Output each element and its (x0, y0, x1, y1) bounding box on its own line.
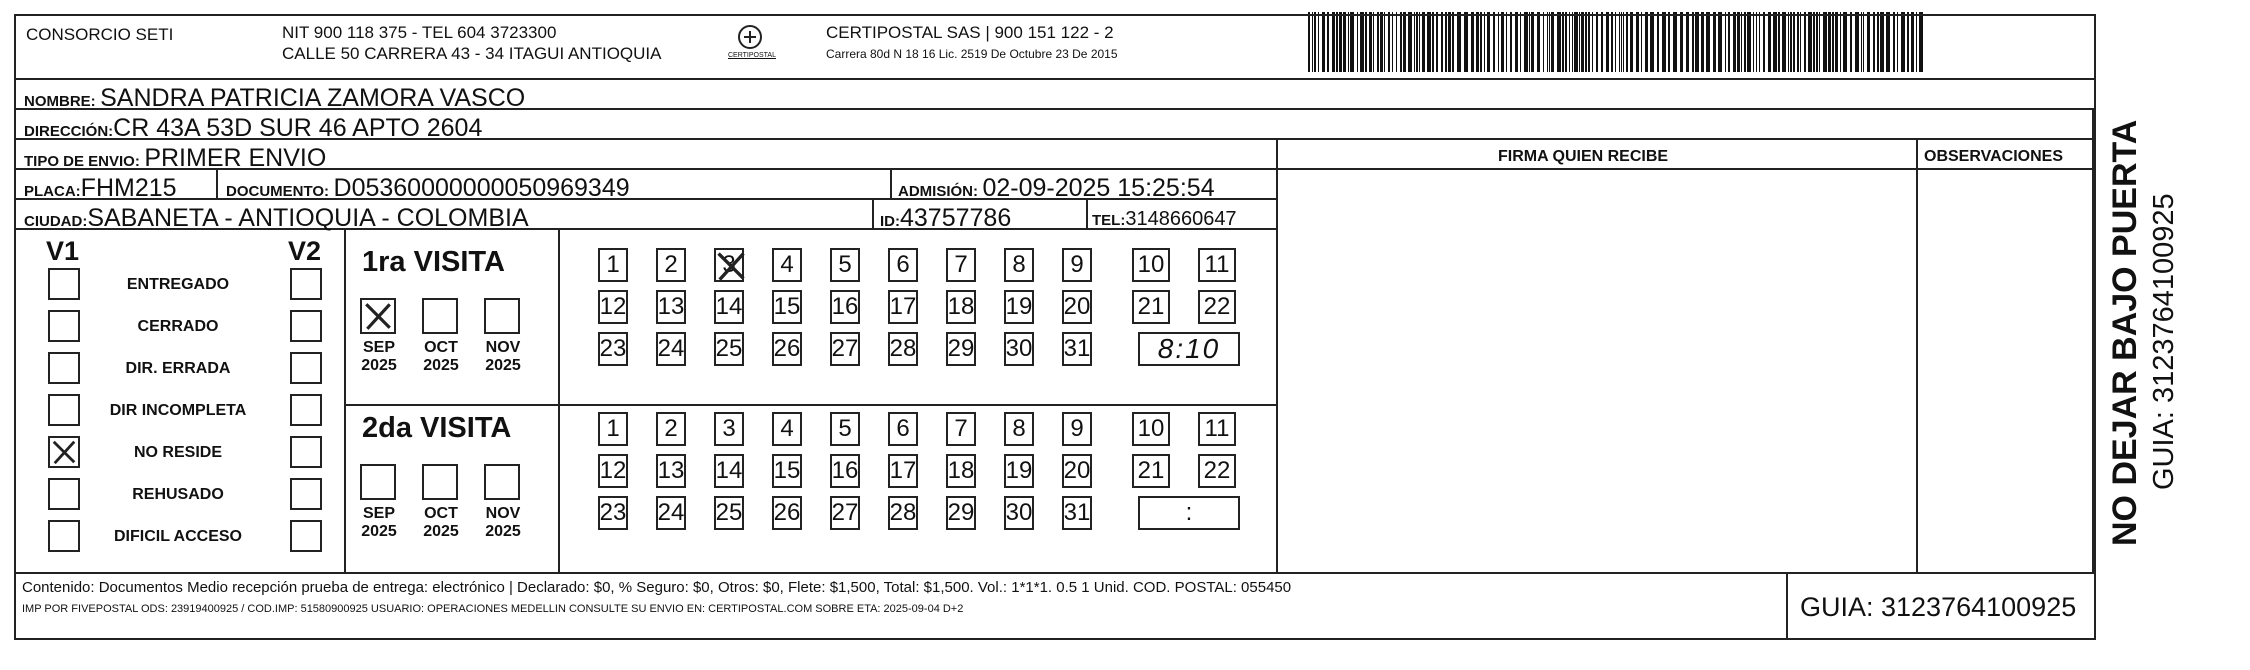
rule (558, 228, 560, 572)
day-number: 29 (947, 335, 975, 362)
rule (14, 572, 2096, 574)
visita1-day-box[interactable] (888, 290, 918, 324)
visita2-month-label: OCT (424, 505, 458, 522)
visita2-month-label: SEP (362, 505, 395, 522)
day-number: 13 (657, 457, 685, 484)
day-number: 12 (599, 457, 627, 484)
day-number: 24 (657, 335, 685, 362)
placa-value: FHM215 (80, 174, 177, 202)
visita1-day-box[interactable] (598, 290, 628, 324)
visita2-day-box[interactable] (598, 454, 628, 488)
admision-label: ADMISIÓN: (898, 183, 978, 200)
visita2-day-box[interactable] (772, 454, 802, 488)
visita1-month-checkbox[interactable] (484, 298, 520, 334)
day-number: 3 (722, 415, 736, 442)
rule (344, 404, 1278, 406)
visita2-day-box[interactable] (772, 496, 802, 530)
visita2-day-box[interactable] (1004, 496, 1034, 530)
visita2-year-label: 2025 (423, 523, 459, 540)
day-number: 12 (599, 293, 627, 320)
day-number: 8 (1012, 415, 1026, 442)
visita1-day-box[interactable] (714, 332, 744, 366)
v2-label: V2 (288, 236, 322, 266)
day-number: 9 (1070, 415, 1084, 442)
direccion-value: CR 43A 53D SUR 46 APTO 2604 (113, 114, 483, 142)
visita2-day-box[interactable] (1004, 412, 1034, 446)
ciudad-label: CIUDAD: (24, 213, 88, 230)
v2-checkbox[interactable] (290, 478, 322, 510)
day-number: 30 (1005, 335, 1033, 362)
day-number: 13 (657, 293, 685, 320)
visita2-month-checkbox[interactable] (422, 464, 458, 500)
visita2-day-box[interactable] (1062, 412, 1092, 446)
day-number: 1 (606, 415, 620, 442)
day-number: 23 (599, 499, 627, 526)
admision-value: 02-09-2025 15:25:54 (982, 174, 1215, 202)
tipo-envio-value: PRIMER ENVIO (144, 144, 327, 172)
day-number: 27 (831, 499, 859, 526)
time-value: 8:10 (1157, 333, 1221, 364)
day-number: 31 (1063, 499, 1091, 526)
day-x-mark (714, 248, 748, 284)
v1-checkbox[interactable] (48, 436, 80, 468)
day-number: 10 (1137, 415, 1165, 442)
day-number: 15 (773, 293, 801, 320)
day-number: 21 (1137, 293, 1165, 320)
visita2-day-box[interactable] (830, 496, 860, 530)
visita1-month-label: SEP (362, 339, 395, 356)
visita1-day-box[interactable] (946, 332, 976, 366)
v1-checkbox[interactable] (48, 310, 80, 342)
day-number: 9 (1070, 251, 1084, 278)
day-number: 6 (896, 251, 910, 278)
day-number: 3 (722, 251, 736, 278)
rule (14, 168, 2096, 170)
rule (344, 228, 346, 572)
day-number: 6 (896, 415, 910, 442)
day-number: 10 (1137, 251, 1165, 278)
footer-imp: IMP POR FIVEPOSTAL ODS: 23919400925 / COD.IMP: 51580900925 USUARIO: OPERACIONES MEDELLIN CONSULTE SU ENVIO EN: CERTIPOSTAL.COM SOBRE ETA: 2025-09-04 D+2 (22, 603, 964, 615)
rule (216, 168, 218, 198)
v1-checkbox[interactable] (48, 520, 80, 552)
visita1-day-box[interactable] (1062, 248, 1092, 282)
day-number: 18 (947, 293, 975, 320)
tel-label: TEL: (1092, 212, 1126, 229)
footer-contenido: Contenido: Documentos Medio recepción prueba de entrega: electrónico | Declarado: $0, % Seguro: $0, Otros: $0, Flete: $1,500, Total: $1,500. Vol.: 1*1*1. 0.5 1 Unid. COD. POSTAL: 055450 (22, 579, 1292, 596)
visita2-day-box[interactable] (656, 496, 686, 530)
nit-line: NIT 900 118 375 - TEL 604 3723300 (282, 23, 557, 42)
v2-checkbox[interactable] (290, 520, 322, 552)
day-number: 4 (780, 415, 794, 442)
status-label: ENTREGADO (126, 276, 230, 293)
day-number: 20 (1063, 457, 1091, 484)
visita2-day-box[interactable] (946, 496, 976, 530)
observaciones-header: OBSERVACIONES (1924, 148, 2063, 165)
visita2-time-box[interactable] (1138, 496, 1240, 530)
rule (890, 168, 892, 198)
visita1-month-label: OCT (424, 339, 458, 356)
visita1-day-box[interactable] (946, 248, 976, 282)
visita2-day-box[interactable] (714, 412, 744, 446)
v1-label: V1 (46, 236, 80, 266)
day-number: 22 (1203, 457, 1231, 484)
day-number: 17 (889, 293, 917, 320)
documento-value: D05360000000050969349 (333, 174, 630, 202)
visita1-day-box[interactable] (1004, 248, 1034, 282)
day-number: 16 (831, 293, 859, 320)
rule (1086, 198, 1088, 228)
visita1-day-box[interactable] (1004, 290, 1034, 324)
visita1-day-box[interactable] (1004, 332, 1034, 366)
day-number: 22 (1203, 293, 1231, 320)
day-number: 1 (606, 251, 620, 278)
visita1-day-box[interactable] (1062, 332, 1092, 366)
v1-checkbox[interactable] (48, 478, 80, 510)
day-number: 7 (954, 415, 968, 442)
certipostal-line2: Carrera 80d N 18 16 Lic. 2519 De Octubre 23 De 2015 (826, 47, 1118, 61)
visita1-day-box[interactable] (598, 248, 628, 282)
visita1-day-box[interactable] (772, 332, 802, 366)
documento-label: DOCUMENTO: (226, 183, 330, 200)
visita1-day-box[interactable] (888, 332, 918, 366)
visita1-day-box[interactable] (1132, 290, 1170, 324)
day-number: 8 (1012, 251, 1026, 278)
day-number: 17 (889, 457, 917, 484)
day-number: 14 (715, 457, 743, 484)
visita1-time-box[interactable] (1138, 332, 1240, 366)
visita1-year-label: 2025 (485, 357, 521, 374)
visita1-day-box[interactable] (946, 290, 976, 324)
x-mark-icon (50, 438, 78, 466)
rule (2092, 108, 2094, 572)
rule (1786, 572, 1788, 640)
time-value: : (1185, 499, 1193, 526)
visita2-day-box[interactable] (656, 454, 686, 488)
visita1-day-box[interactable] (830, 290, 860, 324)
day-number: 25 (715, 335, 743, 362)
side-no-dejar: NO DEJAR BAJO PUERTA (2106, 119, 2144, 546)
visita2-day-box[interactable] (714, 454, 744, 488)
certipostal-line1: CERTIPOSTAL SAS | 900 151 122 - 2 (826, 23, 1114, 42)
visita1-year-label: 2025 (423, 357, 459, 374)
visita2-year-label: 2025 (485, 523, 521, 540)
visita2-day-box[interactable] (946, 454, 976, 488)
v2-checkbox[interactable] (290, 310, 322, 342)
visita1-day-box[interactable] (1132, 248, 1170, 282)
visita1-day-box[interactable] (1062, 290, 1092, 324)
visita2-day-box[interactable] (888, 412, 918, 446)
direccion-label: DIRECCIÓN: (24, 123, 114, 140)
visita1-day-box[interactable] (714, 248, 744, 282)
rule (1276, 138, 1278, 572)
rule (14, 78, 2096, 80)
visita2-day-box[interactable] (1198, 412, 1236, 446)
visita1-day-box[interactable] (888, 248, 918, 282)
day-number: 27 (831, 335, 859, 362)
company-address: CALLE 50 CARRERA 43 - 34 ITAGUI ANTIOQUIA (282, 44, 662, 63)
day-number: 11 (1204, 415, 1230, 442)
x-mark-icon (362, 300, 394, 332)
visita2-day-box[interactable] (1198, 454, 1236, 488)
day-number: 28 (889, 499, 917, 526)
visita1-day-box[interactable] (772, 248, 802, 282)
logo-text: CERTIPOSTAL (728, 52, 776, 59)
v2-checkbox[interactable] (290, 268, 322, 300)
visita1-day-box[interactable] (772, 290, 802, 324)
visita1-day-box[interactable] (1198, 290, 1236, 324)
day-number: 19 (1005, 457, 1033, 484)
status-label: DIR. ERRADA (125, 360, 231, 377)
day-number: 4 (780, 251, 794, 278)
visita2-day-box[interactable] (888, 496, 918, 530)
day-number: 19 (1005, 293, 1033, 320)
day-number: 28 (889, 335, 917, 362)
day-number: 29 (947, 499, 975, 526)
visita2-month-label: NOV (485, 505, 521, 522)
company-name: CONSORCIO SETI (26, 25, 174, 44)
day-number: 25 (715, 499, 743, 526)
visita2-day-box[interactable] (772, 412, 802, 446)
id-value: 43757786 (900, 204, 1012, 232)
visita1-day-box[interactable] (714, 290, 744, 324)
id-label: ID: (880, 213, 900, 230)
visita2-day-box[interactable] (830, 454, 860, 488)
tel-value: 3148660647 (1125, 208, 1237, 230)
visita2-year-label: 2025 (361, 523, 397, 540)
side-guia: GUIA: 3123764100925 (2148, 193, 2180, 490)
day-number: 20 (1063, 293, 1091, 320)
day-number: 5 (838, 415, 852, 442)
day-number: 15 (773, 457, 801, 484)
visita1-day-box[interactable] (830, 248, 860, 282)
v2-checkbox[interactable] (290, 436, 322, 468)
day-number: 11 (1204, 251, 1230, 278)
v1-checkbox[interactable] (48, 268, 80, 300)
visita2-day-box[interactable] (598, 412, 628, 446)
day-number: 7 (954, 251, 968, 278)
visita2-day-box[interactable] (888, 454, 918, 488)
day-number: 2 (664, 251, 678, 278)
visita2-day-box[interactable] (1132, 454, 1170, 488)
day-number: 31 (1063, 335, 1091, 362)
nombre-label: NOMBRE: (24, 93, 96, 110)
day-number: 24 (657, 499, 685, 526)
day-number: 30 (1005, 499, 1033, 526)
visita2-day-box[interactable] (1132, 412, 1170, 446)
day-number: 23 (599, 335, 627, 362)
visita2-month-checkbox[interactable] (484, 464, 520, 500)
visita1-day-box[interactable] (598, 332, 628, 366)
visita1-day-box[interactable] (830, 332, 860, 366)
status-label: NO RESIDE (133, 444, 222, 461)
tipo-envio-label: TIPO DE ENVIO: (24, 153, 140, 170)
v2-checkbox[interactable] (290, 394, 322, 426)
footer-guia: GUIA: 3123764100925 (1800, 592, 2077, 622)
day-number: 5 (838, 251, 852, 278)
visita2-day-box[interactable] (656, 412, 686, 446)
ciudad-value: SABANETA - ANTIOQUIA - COLOMBIA (87, 204, 529, 232)
status-label: DIR INCOMPLETA (109, 402, 247, 419)
visita1-month-label: NOV (485, 339, 521, 356)
day-number: 2 (664, 415, 678, 442)
v1-checkbox[interactable] (48, 352, 80, 384)
visita1-month-checkbox[interactable] (422, 298, 458, 334)
status-label: DIFICIL ACCESO (113, 528, 242, 545)
visita1-day-box[interactable] (656, 290, 686, 324)
rule (872, 198, 874, 228)
visita1-year-label: 2025 (361, 357, 397, 374)
visita2-day-box[interactable] (946, 412, 976, 446)
visita2-day-box[interactable] (1062, 454, 1092, 488)
day-number: 21 (1137, 457, 1165, 484)
visita1-day-box[interactable] (1198, 248, 1236, 282)
day-number: 26 (773, 335, 801, 362)
visita2-day-box[interactable] (714, 496, 744, 530)
visita2-title: 2da VISITA (362, 412, 512, 444)
visita1-day-box[interactable] (656, 332, 686, 366)
day-number: 26 (773, 499, 801, 526)
status-label: REHUSADO (132, 486, 224, 503)
visita1-day-box[interactable] (656, 248, 686, 282)
visita2-month-checkbox[interactable] (360, 464, 396, 500)
v1-checkbox[interactable] (48, 394, 80, 426)
firma-header: FIRMA QUIEN RECIBE (1498, 148, 1669, 165)
visita1-month-checkbox[interactable] (360, 298, 396, 334)
visita1-title: 1ra VISITA (362, 246, 505, 278)
rule (1916, 138, 1918, 572)
day-number: 18 (947, 457, 975, 484)
status-label: CERRADO (137, 318, 219, 335)
visita2-day-box[interactable] (1004, 454, 1034, 488)
nombre-value: SANDRA PATRICIA ZAMORA VASCO (100, 84, 526, 112)
day-number: 14 (715, 293, 743, 320)
x-mark-icon (714, 248, 748, 284)
visita2-day-box[interactable] (598, 496, 628, 530)
v2-checkbox[interactable] (290, 352, 322, 384)
visita2-day-box[interactable] (1062, 496, 1092, 530)
day-number: 16 (831, 457, 859, 484)
placa-label: PLACA: (24, 183, 81, 200)
visita2-day-box[interactable] (830, 412, 860, 446)
